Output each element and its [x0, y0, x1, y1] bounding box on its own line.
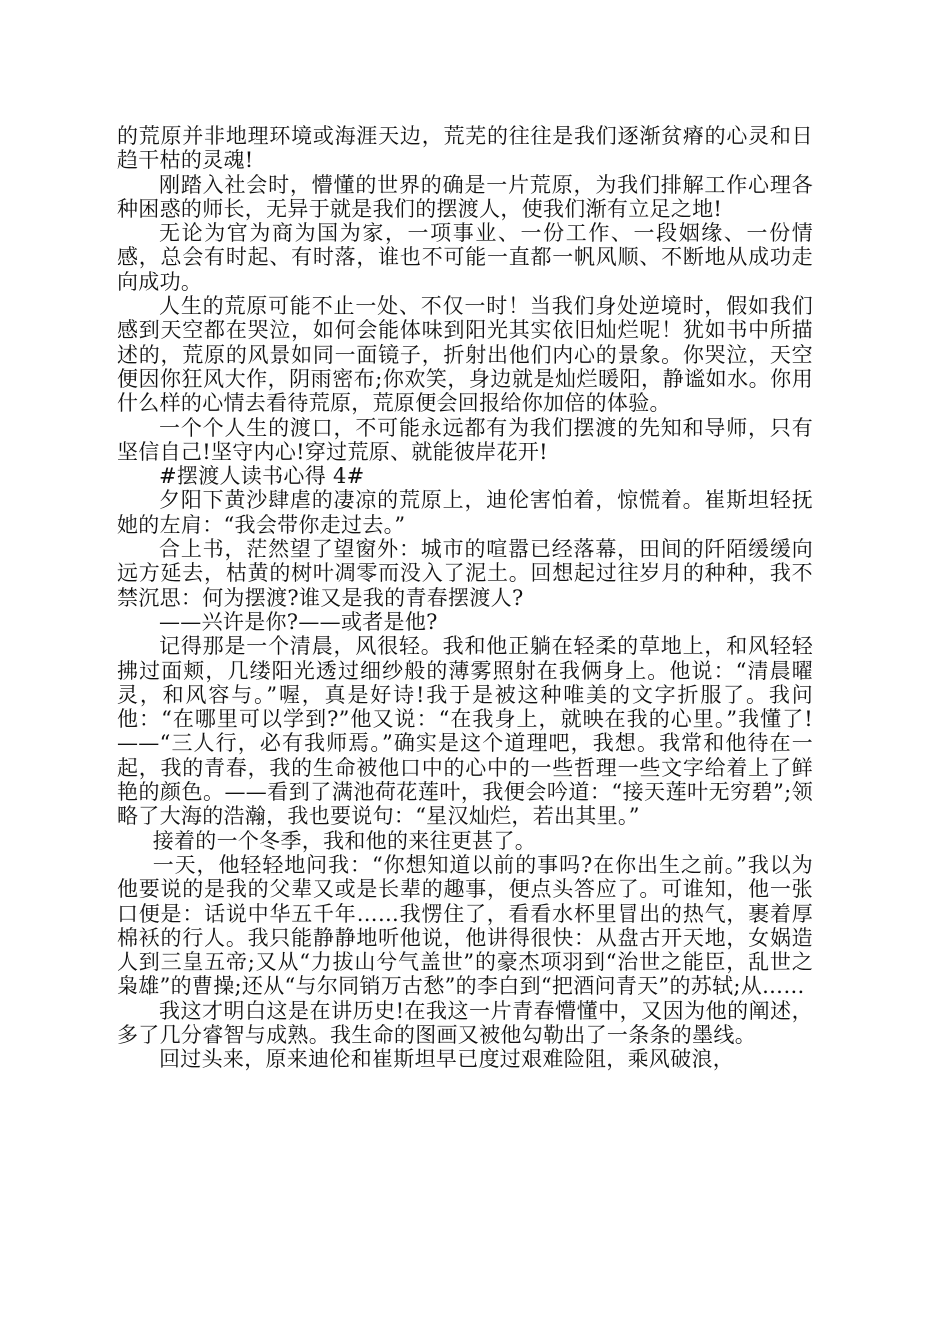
section-heading: #摆渡人读书心得 4#: [159, 464, 365, 489]
paragraph: 的荒原并非地理环境或海涯天边，荒芜的往往是我们逐渐贫瘠的心灵和日趋干枯的灵魂!: [117, 124, 813, 173]
paragraph: 合上书，茫然望了望窗外：城市的喧嚣已经落幕，田间的阡陌缓缓向远方延去，枯黄的树叶凋零而没入了泥土。回想起过往岁月的种种，我不禁沉思：何为摆渡?谁又是我的青春摆渡人?: [117, 537, 813, 610]
paragraph: 接着的一个冬季，我和他的来往更甚了。: [152, 828, 537, 853]
paragraph: 回过头来，原来迪伦和崔斯坦早已度过艰难险阻，乘风破浪，: [159, 1047, 735, 1072]
paragraph: 我这才明白这是在讲历史!在我这一片青春懵懂中，又因为他的阐述，多了几分睿智与成熟。我生命的图画又被他勾勒出了一条条的墨线。: [117, 998, 813, 1047]
paragraph: 记得那是一个清晨，风很轻。我和他正躺在轻柔的草地上，和风轻轻拂过面颊，几缕阳光透过细纱般的薄雾照射在我俩身上。他说：“清晨曜灵，和风容与。”喔，真是好诗!我于是被这种唯美的文字折服了。我问他：“在哪里可以学到?”他又说：“在我身上，就映在我的心里。”我懂了!——“三人行，必有我师焉。”确实是这个道理吧，我想。我常和他待在一起，我的青春，我的生命被他口中的心中的一些哲理一些文字给着上了鲜艳的颜色。——看到了满池荷花莲叶，我便会吟道：“接天莲叶无穷碧”;领略了大海的浩瀚，我也要说句：“星汉灿烂，若出其里。”: [117, 634, 813, 829]
paragraph: 刚踏入社会时，懵懂的世界的确是一片荒原，为我们排解工作心理各种困惑的师长，无异于就是我们的摆渡人，使我们渐有立足之地!: [117, 172, 813, 221]
paragraph: ——兴许是你?——或者是他?: [159, 609, 438, 634]
document-body: [117, 124, 813, 1072]
paragraph: 人生的荒原可能不止一处、不仅一时！当我们身处逆境时，假如我们感到天空都在哭泣，如何会能体味到阳光其实依旧灿烂呢！犹如书中所描述的，荒原的风景如同一面镜子，折射出他们内心的景象。你哭泣，天空便因你狂风大作，阴雨密布;你欢笑，身边就是灿烂暖阳，静谧如水。你用什么样的心情去看待荒原，荒原便会回报给你加倍的体验。: [117, 294, 813, 416]
paragraph: 一个个人生的渡口，不可能永远都有为我们摆渡的先知和导师，只有坚信自己!坚守内心!穿过荒原、就能彼岸花开!: [117, 415, 813, 464]
paragraph: 无论为官为商为国为家，一项事业、一份工作、一段姻缘、一份情感，总会有时起、有时落，谁也不可能一直都一帆风顺、不断地从成功走向成功。: [117, 221, 813, 294]
paragraph: 一天，他轻轻地问我：“你想知道以前的事吗?在你出生之前。”我以为他要说的是我的父辈又或是长辈的趣事，便点头答应了。可谁知，他一张口便是：话说中华五千年……我愣住了，看看水杯里冒出的热气，裹着厚棉袄的行人。我只能静静地听他说，他讲得很快：从盘古开天地，女娲造人到三皇五帝;又从“力拔山兮气盖世”的豪杰项羽到“治世之能臣，乱世之枭雄”的曹操;还从“与尔同销万古愁”的李白到“把酒问青天”的苏轼;从……: [117, 852, 813, 999]
paragraph: 夕阳下黄沙肆虐的凄凉的荒原上，迪伦害怕着，惊慌着。崔斯坦轻抚她的左肩：“我会带你走过去。”: [117, 488, 813, 537]
